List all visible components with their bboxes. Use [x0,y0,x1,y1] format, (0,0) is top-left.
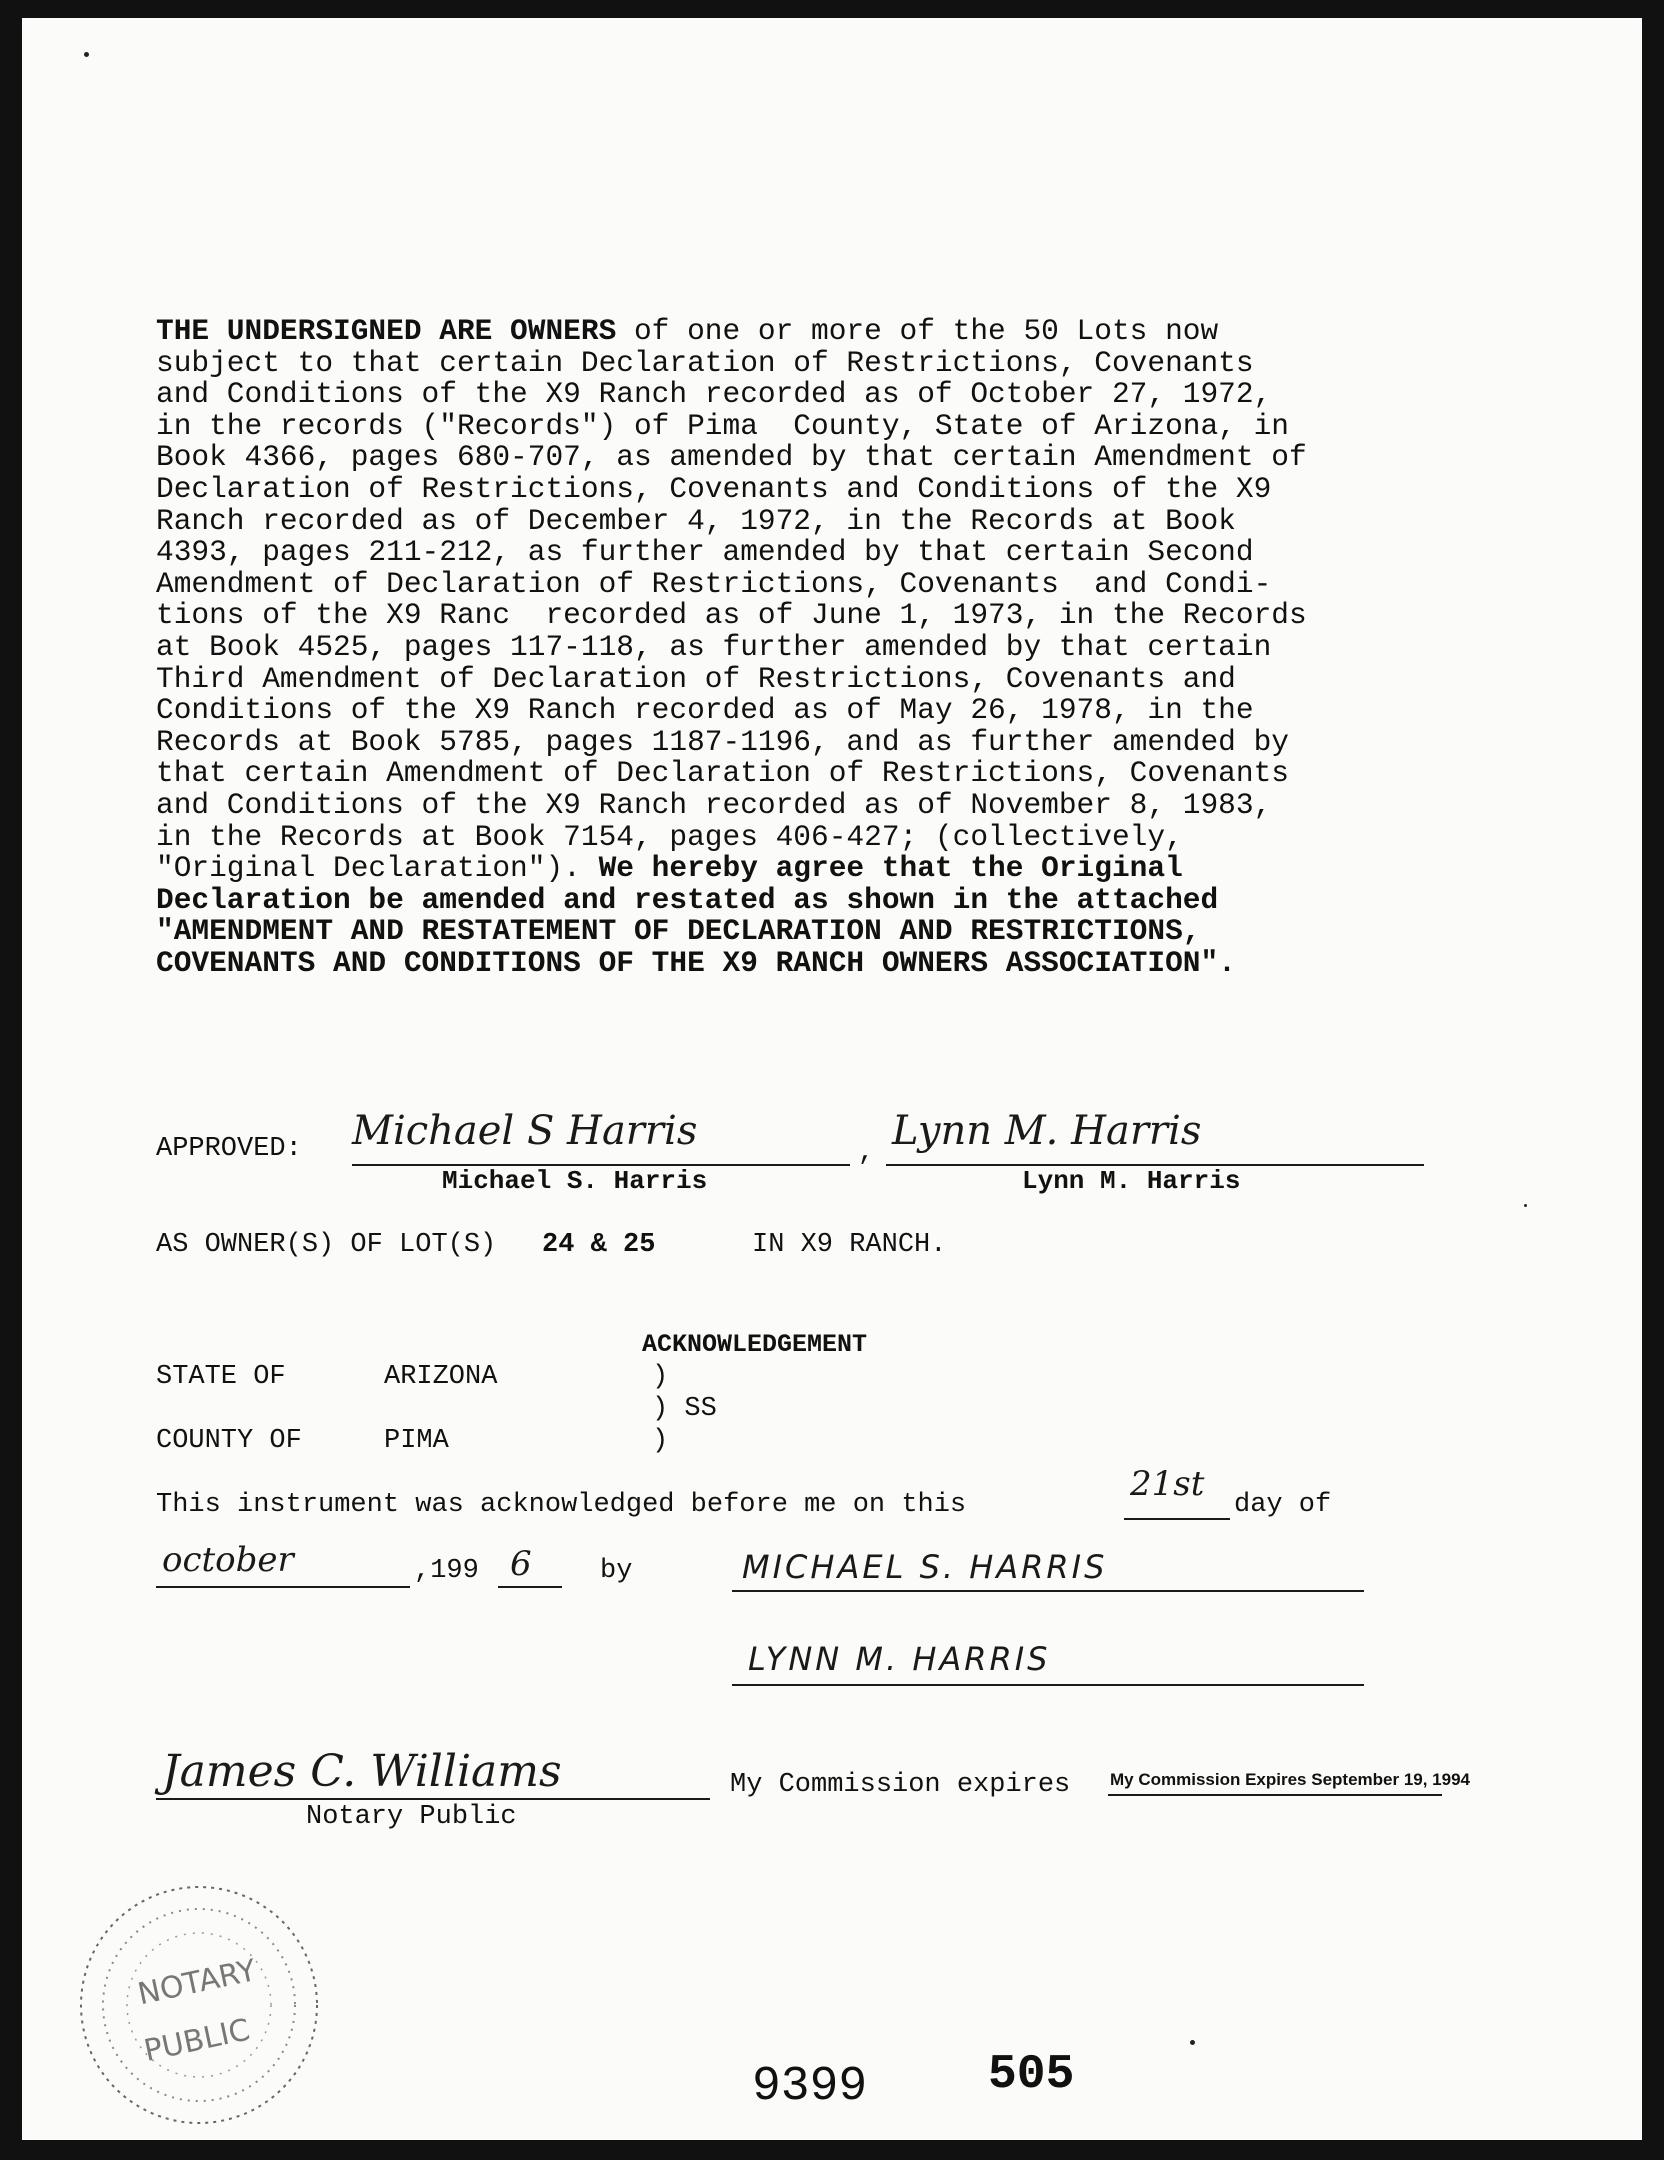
paragraph-line [156,503,1438,538]
day-line [1124,1518,1230,1520]
line-text: Book 4366, pages 680-707, as amended by that certain Amendment of [156,440,1307,475]
owner-suffix: IN X9 RANCH. [752,1230,947,1260]
line-text: "Original Declaration"). [156,851,599,886]
year-prefix: ,199 [414,1556,479,1586]
month-value: october [162,1540,294,1580]
commission-stamp: My Commission Expires September 19, 1994 [1110,1770,1470,1789]
signature-michael: Michael S Harris [352,1108,698,1154]
signature-separator: , [858,1138,875,1168]
notary-signature-line [156,1798,710,1800]
page-number: 505 [988,2048,1075,2102]
paragraph-line [156,661,1438,696]
line-text: Third Amendment of Declaration of Restrictions, Covenants and [156,661,1236,696]
paragraph-line [156,316,1438,348]
book-number: 9399 [752,2060,868,2114]
county-label: COUNTY OF [156,1426,302,1456]
paragraph-line [156,819,1438,854]
seal-bottom-text: PUBLIC [140,2012,254,2069]
document-page [22,18,1642,2140]
paragraph-line [156,537,1438,569]
signer-name-michael: Michael S. Harris [442,1166,708,1196]
by-label: by [600,1556,633,1586]
lot-numbers: 24 & 25 [542,1230,656,1260]
line-text: in the Records at Book 7154, pages 406-427; (collectively, [156,819,1183,854]
day-of-label: day of [1234,1490,1332,1520]
bold-tail-text: We hereby agree that the Original [598,851,1183,886]
declaration-paragraph [156,316,1438,979]
line-text: subject to that certain Declaration of Restrictions, Covenants [156,345,1254,380]
paragraph-line [156,787,1438,822]
state-label: STATE OF [156,1362,286,1392]
person1-name: MICHAEL S. HARRIS [742,1548,1108,1586]
paragraph-line [156,442,1438,474]
county-value: PIMA [384,1426,449,1456]
scan-speck [84,52,89,57]
paragraph-line [156,629,1438,664]
notary-seal [74,1880,324,2130]
bold-line-text: Declaration be amended and restated as shown in the attached [156,882,1219,917]
line-text: 4393, pages 211-212, as further amended by that certain Second [156,535,1254,570]
signature-lynn: Lynn M. Harris [892,1108,1202,1154]
paren-top: ) [652,1362,669,1392]
day-value: 21st [1130,1464,1205,1504]
paragraph-line [156,471,1438,506]
paragraph-line [156,566,1438,601]
seal-top-text: NOTARY [134,1953,260,2013]
signer-name-lynn: Lynn M. Harris [1022,1166,1241,1196]
owner-prefix: AS OWNER(S) OF LOT(S) [156,1230,497,1260]
paragraph-line [156,853,1438,885]
year-line [498,1586,562,1588]
notary-title: Notary Public [306,1802,517,1832]
line-text: Declaration of Restrictions, Covenants and Conditions of the X9 [156,471,1272,506]
notary-signature: James C. Williams [162,1746,562,1797]
month-line [156,1586,410,1588]
person1-line [732,1590,1364,1592]
paragraph-line [156,345,1438,380]
approved-label: APPROVED: [156,1134,302,1164]
bold-line-text: COVENANTS AND CONDITIONS OF THE X9 RANCH OWNERS ASSOCIATION". [156,945,1236,980]
commission-label: My Commission expires [730,1770,1071,1800]
line-text: Amendment of Declaration of Restrictions, Covenants and Condi- [156,566,1272,601]
acknowledged-sentence: This instrument was acknowledged before me on this [156,1490,967,1520]
line-text: tions of the X9 Ranc recorded as of June 1, 1973, in the Records [156,598,1307,633]
line-text: Ranch recorded as of December 4, 1972, in the Records at Book [156,503,1236,538]
paragraph-line [156,758,1438,790]
line-text: at Book 4525, pages 117-118, as further amended by that certain [156,629,1272,664]
acknowledgement-heading: ACKNOWLEDGEMENT [642,1330,868,1359]
paragraph-line [156,379,1438,411]
bold-line-text: "AMENDMENT AND RESTATEMENT OF DECLARATION AND RESTRICTIONS, [156,914,1201,949]
scan-speck [1190,2040,1195,2045]
commission-line [1108,1794,1442,1796]
paragraph-line [156,408,1438,443]
paragraph-line [156,916,1438,948]
paragraph-line [156,600,1438,632]
line-text: Records at Book 5785, pages 1187-1196, and as further amended by [156,724,1289,759]
state-value: ARIZONA [384,1362,498,1392]
line-text: and Conditions of the X9 Ranch recorded as of November 8, 1983, [156,787,1272,822]
paren-bottom: ) [652,1426,669,1456]
bold-lead-text: THE UNDERSIGNED ARE OWNERS [156,314,617,348]
line-text: that certain Amendment of Declaration of Restrictions, Covenants [156,756,1289,791]
line-text: in the records ("Records") of Pima County, State of Arizona, in [156,408,1289,443]
paragraph-line [156,945,1438,980]
person2-line [732,1684,1364,1686]
person2-name: LYNN M. HARRIS [748,1640,1051,1678]
scan-speck [1524,1204,1527,1207]
paragraph-line [156,724,1438,759]
paragraph-line [156,882,1438,917]
line-text: and Conditions of the X9 Ranch recorded as of October 27, 1972, [156,377,1272,412]
year-value: 6 [510,1544,532,1584]
line-text: Conditions of the X9 Ranch recorded as of May 26, 1978, in the [156,693,1254,728]
paragraph-line [156,695,1438,727]
paren-ss: ) SS [652,1394,717,1424]
line-text: of one or more of the 50 Lots now [616,314,1219,348]
